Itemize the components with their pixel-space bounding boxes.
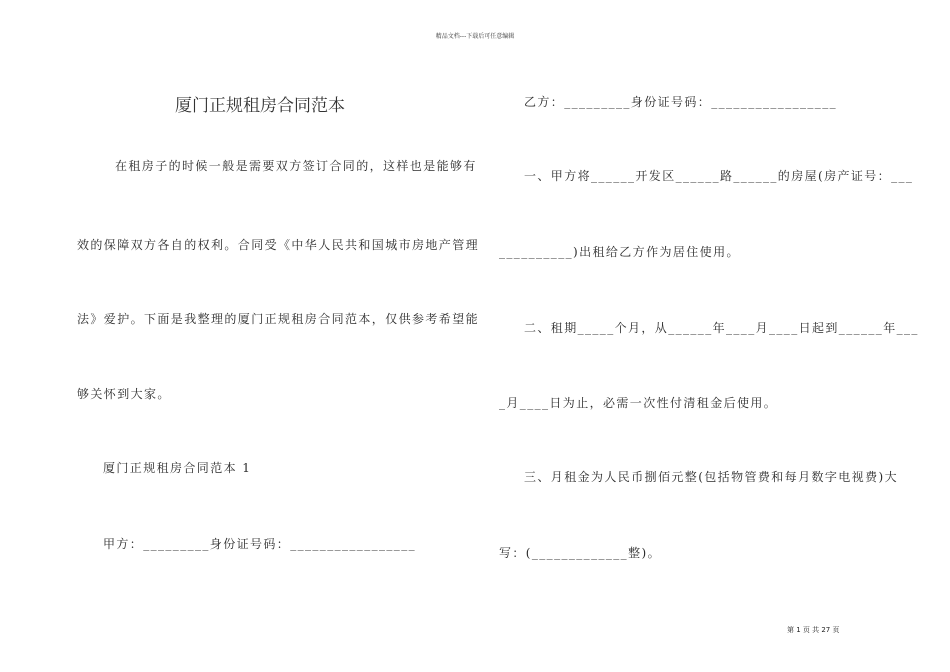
intro-line-1: 在租房子的时候一般是需要双方签订合同的，这样也是能够有 <box>115 159 477 173</box>
intro-line-2: 效的保障双方各自的权利。合同受《中华人民共和国城市房地产管理 <box>77 238 480 252</box>
clause-1-line-2: __________)出租给乙方作为居住使用。 <box>499 245 740 259</box>
intro-line-4: 够关怀到大家。 <box>77 387 171 401</box>
party-b-line: 乙方：_________身份证号码：_________________ <box>524 95 838 109</box>
document-title: 厦门正规租房合同范本 <box>175 96 345 116</box>
intro-line-3: 法》爱护。下面是我整理的厦门正规租房合同范本，仅供参考希望能 <box>77 312 480 326</box>
party-a-line: 甲方：_________身份证号码：_________________ <box>103 537 417 551</box>
clause-3-line-1: 三、月租金为人民币捌佰元整(包括物管费和每月数字电视费)大 <box>524 470 898 484</box>
clause-3-line-2: 写：(_____________整)。 <box>499 546 661 560</box>
page-header: 精品文档---下载后可任意编辑 <box>435 33 515 40</box>
section-heading: 厦门正规租房合同范本 1 <box>103 461 252 475</box>
page-number: 第 1 页 共 27 页 <box>787 626 840 634</box>
clause-2-line-2: _月____日为止，必需一次性付清租金后使用。 <box>499 396 778 410</box>
clause-1-line-1: 一、甲方将______开发区______路______的房屋(房产证号：___ <box>524 169 914 183</box>
clause-2-line-1: 二、租期_____个月，从______年____月____日起到______年___ <box>524 321 919 335</box>
